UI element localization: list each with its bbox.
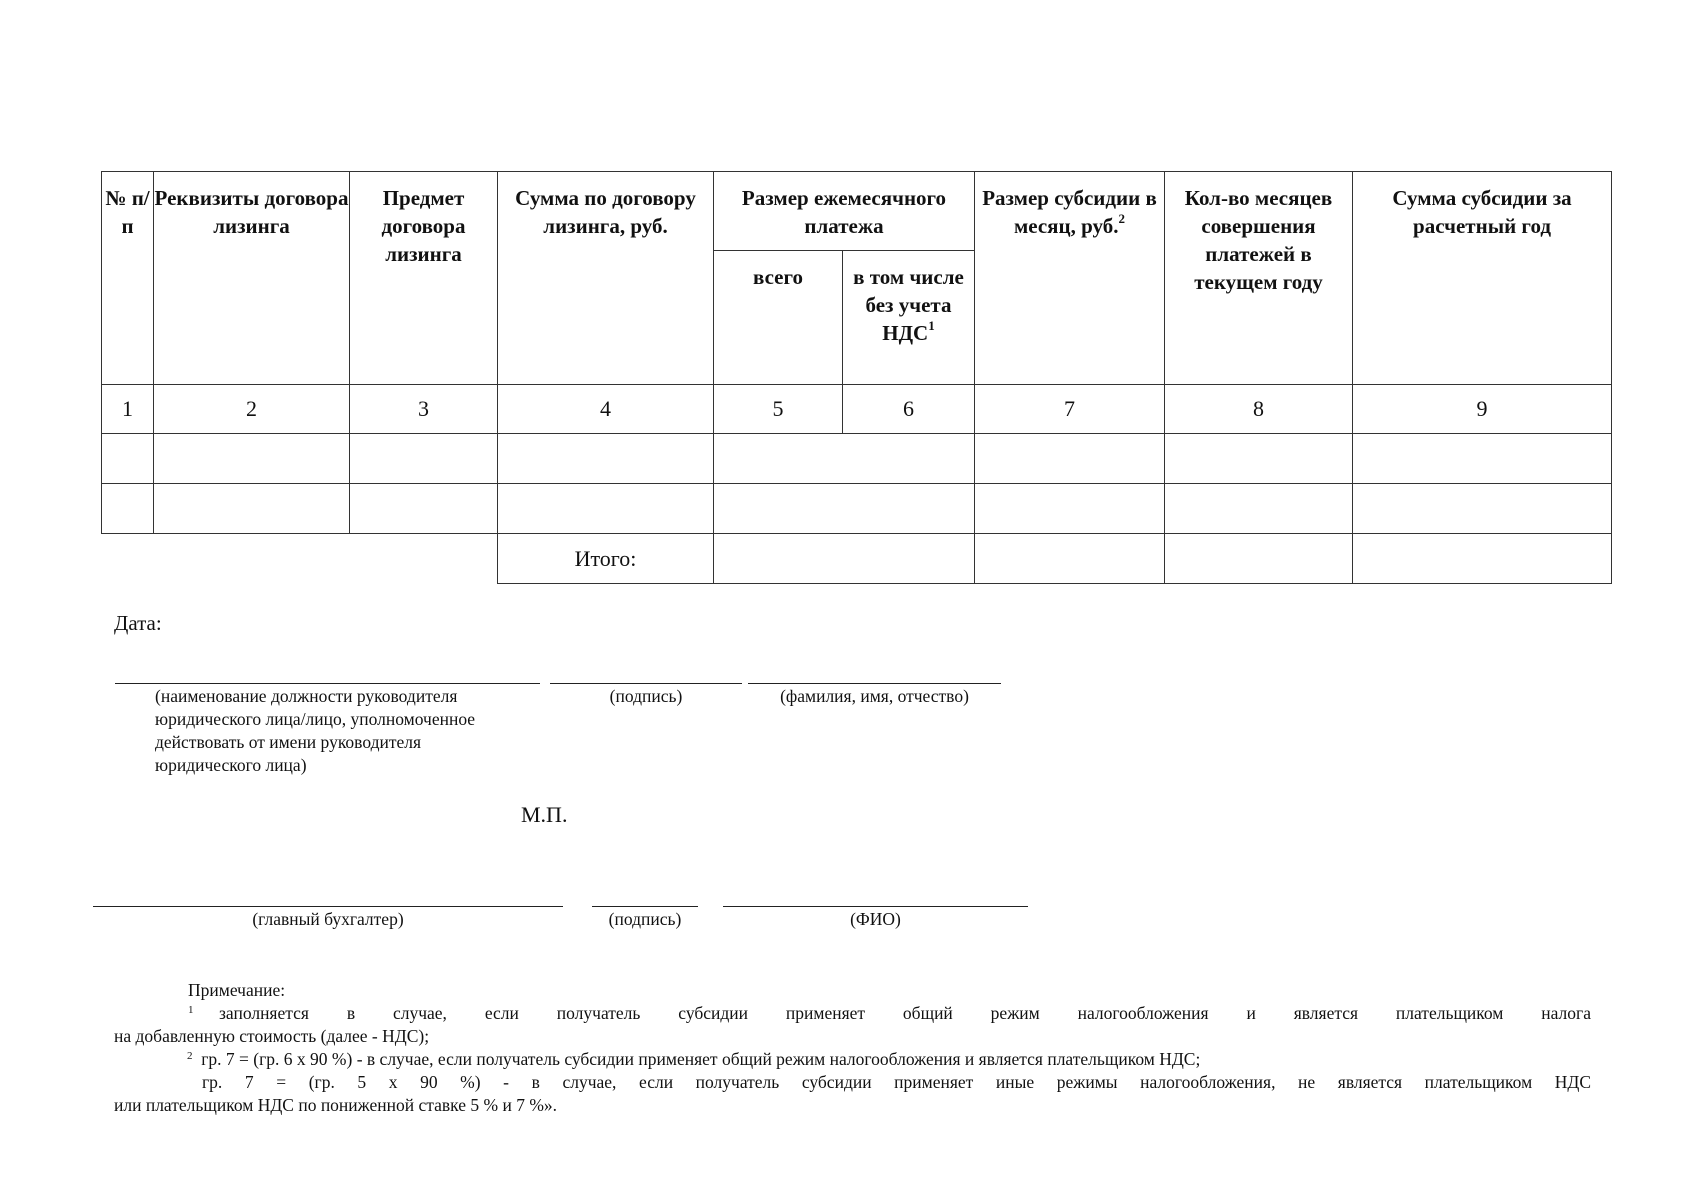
table-cell[interactable]: [154, 484, 350, 534]
table-cell[interactable]: [102, 484, 154, 534]
accountant-name-caption: (ФИО): [850, 909, 901, 929]
table-cell[interactable]: [1353, 484, 1612, 534]
column-number-4: 4: [498, 385, 714, 434]
table-cell[interactable]: [350, 434, 498, 484]
header-payment-without-vat: [843, 251, 975, 385]
position-caption: [155, 685, 475, 777]
note-1-line-2: на добавленную стоимость (далее - НДС);: [114, 1026, 430, 1046]
header-contract-subject: Предмет договора лизинга: [350, 172, 498, 385]
header-months-count: Кол-во месяцев совершения платежей в текущем году: [1165, 172, 1353, 385]
note-3-line-1: гр. 7 = (гр. 5 х 90 %) - в случае, если получатель субсидии применяет иные режимы налогообложения, не является плательщиком НДС: [202, 1072, 1591, 1092]
header-number: № п/п: [102, 172, 154, 385]
total-cell[interactable]: [975, 534, 1165, 584]
column-number-9: 9: [1353, 385, 1612, 434]
footnote-mark-1-text: 1: [188, 1004, 194, 1016]
position-caption-line: юридического лица/лицо, уполномоченное: [155, 709, 476, 729]
subsidy-table: [101, 171, 1612, 584]
table-cell[interactable]: [714, 484, 975, 534]
table-row: [102, 484, 1612, 534]
table-cell[interactable]: [102, 434, 154, 484]
signature-caption: (подпись): [609, 686, 683, 706]
table-cell[interactable]: [714, 434, 975, 484]
table-cell[interactable]: [350, 484, 498, 534]
footnote-mark-2: 2: [187, 1050, 193, 1062]
note-2-text: гр. 7 = (гр. 6 х 90 %) - в случае, если получатель субсидии применяет общий режим налогообложения и является плательщиком НДС;: [201, 1049, 1201, 1069]
accountant-signature-line[interactable]: [592, 906, 698, 907]
position-caption-line: действовать от имени руководителя: [155, 732, 422, 752]
column-numbers-row: [102, 385, 1612, 434]
total-cell[interactable]: [714, 534, 975, 584]
column-number-2: 2: [154, 385, 350, 434]
total-cell[interactable]: [1165, 534, 1353, 584]
position-signature-line[interactable]: [115, 683, 540, 684]
header-annual-subsidy: Сумма субсидии за расчетный год: [1353, 172, 1612, 385]
table-cell[interactable]: [975, 484, 1165, 534]
notes-title: Примечание:: [188, 980, 286, 1000]
accountant-signature-caption: (подпись): [608, 909, 682, 929]
table-cell[interactable]: [154, 434, 350, 484]
accountant-line[interactable]: [93, 906, 563, 907]
header-payment-total: всего: [714, 251, 843, 385]
total-label: Итого:: [498, 534, 714, 584]
header-monthly-subsidy: [975, 172, 1165, 385]
table-cell[interactable]: [975, 434, 1165, 484]
position-caption-line: (наименование должности руководителя: [155, 686, 458, 706]
accountant-caption: (главный бухгалтер): [252, 909, 404, 929]
name-caption: (фамилия, имя, отчество): [780, 686, 969, 706]
column-number-1: 1: [102, 385, 154, 434]
accountant-name-line[interactable]: [723, 906, 1028, 907]
total-cell[interactable]: [1353, 534, 1612, 584]
note-1-line-1: заполняется в случае, если получатель субсидии применяет общий режим налогообложения и является плательщиком налога: [219, 1003, 1591, 1023]
header-contract-sum: Сумма по договору лизинга, руб.: [498, 172, 714, 385]
footnote-ref-1: 1: [928, 318, 935, 333]
header-monthly-payment: Размер ежемесячного платежа: [714, 172, 975, 251]
table-cell[interactable]: [1165, 434, 1353, 484]
column-number-3: 3: [350, 385, 498, 434]
total-row: [102, 534, 1612, 584]
column-number-5: 5: [714, 385, 843, 434]
total-row-spacer: [102, 534, 498, 584]
table-cell[interactable]: [1353, 434, 1612, 484]
note-3-line-2: или плательщиком НДС по пониженной ставке 5 % и 7 %».: [114, 1095, 558, 1115]
column-number-7: 7: [975, 385, 1165, 434]
position-caption-line: юридического лица): [155, 755, 307, 775]
column-number-6: 6: [843, 385, 975, 434]
column-number-8: 8: [1165, 385, 1353, 434]
table-cell[interactable]: [1165, 484, 1353, 534]
header-contract-details: Реквизиты договора лизинга: [154, 172, 350, 385]
header-payment-without-vat-text: в том числе без учета НДС: [853, 265, 964, 345]
table-cell[interactable]: [498, 484, 714, 534]
stamp-label: М.П.: [521, 802, 568, 827]
table-row: [102, 434, 1612, 484]
signature-line[interactable]: [550, 683, 742, 684]
footnote-ref-2: 2: [1118, 211, 1126, 226]
date-label: Дата:: [114, 611, 162, 635]
header-monthly-subsidy-text: Размер субсидии в месяц, руб.: [982, 186, 1157, 238]
name-signature-line[interactable]: [748, 683, 1001, 684]
table-cell[interactable]: [498, 434, 714, 484]
